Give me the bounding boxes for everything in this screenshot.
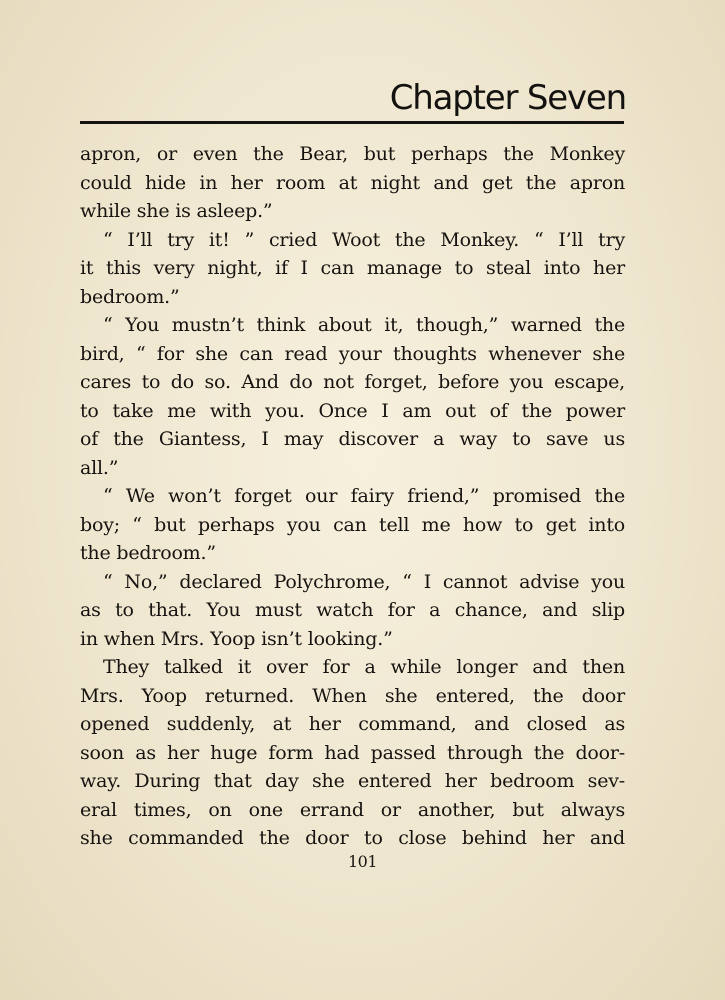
text-line: of the Giantess, I may discover a way to save us — [80, 428, 625, 450]
text-line: it this very night, if I can manage to steal into her — [80, 257, 625, 279]
text-line: she commanded the door to close behind her and — [80, 827, 625, 849]
chapter-title: Chapter Seven — [389, 78, 626, 118]
page-number: 101 — [347, 852, 378, 871]
text-line: “ I’ll try it! ” cried Woot the Monkey. “ I’ll try — [103, 228, 625, 251]
text-line: Mrs. Yoop returned. When she entered, the door — [80, 684, 625, 707]
text-line: in when Mrs. Yoop isn’t looking.” — [80, 627, 393, 650]
text-line: as to that. You must watch for a chance, and slip — [80, 599, 625, 621]
text-line: boy; “ but perhaps you can tell me how to get into — [80, 513, 625, 536]
text-line: bedroom.” — [80, 285, 180, 308]
text-line: the bedroom.” — [80, 542, 216, 564]
text-line: apron, or even the Bear, but perhaps the Monkey — [80, 143, 625, 165]
text-line: to take me with you. Once I am out of the power — [80, 399, 625, 422]
text-line: bird, “ for she can read your thoughts whenever she — [80, 342, 625, 365]
text-line: eral times, on one errand or another, but always — [80, 798, 625, 821]
text-line: could hide in her room at night and get the apron — [80, 171, 625, 194]
text-line: “ No,” declared Polychrome, “ I cannot advise you — [103, 570, 625, 593]
text-line: soon as her huge form had passed through the door- — [80, 741, 625, 764]
text-line: “ We won’t forget our fairy friend,” promised the — [103, 485, 625, 507]
text-line: while she is asleep.” — [80, 200, 273, 222]
text-line: “ You mustn’t think about it, though,” warned the — [103, 314, 625, 336]
body-text — [80, 140, 625, 853]
text-line: way. During that day she entered her bedroom sev- — [80, 770, 625, 792]
header-rule — [80, 121, 624, 124]
text-line: opened suddenly, at her command, and closed as — [80, 713, 625, 735]
text-line: They talked it over for a while longer and then — [103, 656, 625, 678]
text-line: all.” — [80, 456, 119, 479]
text-line: cares to do so. And do not forget, before you escape, — [80, 371, 625, 393]
